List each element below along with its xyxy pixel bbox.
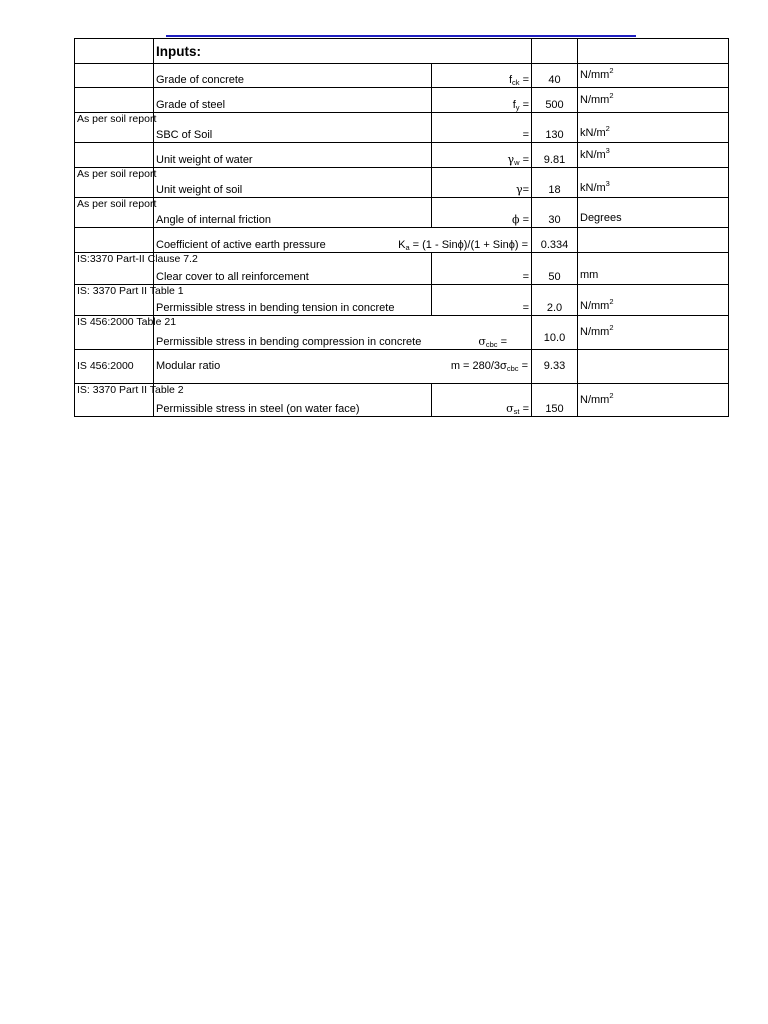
value-cell: 500 [532,88,578,113]
symbol-subscript: w [514,158,520,167]
formula-prefix: m = 280/3σ [450,360,507,372]
unit-main: mm [580,269,599,281]
unit-main: N/mm [580,69,610,81]
value-cell: 2.0 [532,285,578,316]
sigma-symbol: σ [478,335,486,348]
description-cell: Angle of internal friction [154,198,432,228]
symbol-cell [432,88,532,113]
table-row [75,253,729,285]
symbol-equals: = [519,214,529,226]
reference-cell: IS 456:2000 [75,350,154,384]
phi-symbol: ϕ [512,213,520,226]
symbol-equals: = [519,154,529,166]
formula-tail: = [497,336,507,348]
description-cell [154,228,532,253]
table-row [75,168,729,198]
symbol-cell [432,384,532,417]
value-cell: 10.0 [532,316,578,350]
description-cell: Grade of steel [154,88,432,113]
unit-superscript: 2 [609,90,614,100]
unit-cell [578,168,729,198]
description-cell [154,316,532,350]
description-cell: Permissible stress in steel (on water face) [154,384,432,417]
symbol-subscript: y [515,103,520,112]
formula-text [451,360,529,373]
header-ref-cell [75,39,154,64]
unit-cell [578,143,729,168]
inputs-title: Inputs: [154,39,532,64]
unit-main: kN/m [580,148,606,161]
unit-cell [578,350,729,384]
inputs-table [74,38,729,417]
table-row [75,228,729,253]
symbol-equals: = [519,99,529,111]
value-cell: 40 [532,64,578,88]
reference-cell [75,143,154,168]
formula-main: K [398,239,406,251]
table-row [75,64,729,88]
value-cell: 0.334 [532,228,578,253]
unit-cell [578,228,729,253]
symbol-subscript: ck [512,78,520,87]
reference-cell [75,228,154,253]
unit-superscript: 2 [609,390,614,400]
symbol-equals: = [519,74,529,86]
formula-subscript: cbc [485,340,498,349]
reference-cell: IS:3370 Part-II Clause 7.2 [75,253,154,285]
unit-main: kN/m [580,127,606,139]
unit-cell [578,384,729,417]
description-cell: Clear cover to all reinforcement [154,253,432,285]
unit-cell [578,64,729,88]
unit-superscript: 2 [609,297,614,306]
table-row [75,143,729,168]
symbol-equals: = [522,271,529,283]
value-cell: 18 [532,168,578,198]
unit-cell [578,113,729,143]
formula-subscript: a [405,243,410,252]
table-header-row [75,39,729,64]
header-value-cell [532,39,578,64]
description-text: Modular ratio [156,360,221,372]
value-cell: 150 [532,384,578,417]
symbol-main: f [512,99,516,111]
table-row [75,350,729,384]
formula-tail: = (1 - Sinϕ)/(1 + Sinϕ) = [409,239,528,251]
description-text: Permissible stress in bending compression in concrete [156,336,422,348]
description-cell [154,350,532,384]
symbol-equals: = [522,184,529,196]
header-unit-cell [578,39,729,64]
symbol-equals: = [522,302,529,314]
value-cell: 9.81 [532,143,578,168]
reference-cell: As per soil report [75,168,154,198]
sigma-symbol: σ [506,402,514,415]
symbol-cell [432,253,532,285]
description-cell: Grade of concrete [154,64,432,88]
value-cell: 50 [532,253,578,285]
reference-cell: As per soil report [75,113,154,143]
unit-superscript: 2 [609,66,614,75]
unit-main: N/mm [580,93,610,106]
unit-cell [578,88,729,113]
unit-cell [578,198,729,228]
symbol-subscript: st [513,407,520,416]
formula-text [398,239,529,252]
gamma-symbol: γ [507,153,515,166]
description-cell: Unit weight of water [154,143,432,168]
reference-cell: IS: 3370 Part II Table 2 [75,384,154,417]
unit-main: Degrees [580,212,622,224]
top-rule [166,35,636,37]
table-row [75,198,729,228]
unit-superscript: 3 [605,179,610,188]
formula-tail: = [518,360,528,372]
unit-cell [578,253,729,285]
value-cell: 130 [532,113,578,143]
reference-cell: IS 456:2000 Table 21 [75,316,154,350]
unit-main: kN/m [580,182,606,194]
unit-superscript: 2 [609,323,614,332]
symbol-equals: = [519,403,529,415]
reference-cell: As per soil report [75,198,154,228]
reference-cell [75,64,154,88]
value-cell: 9.33 [532,350,578,384]
symbol-equals: = [522,129,529,141]
symbol-cell [432,285,532,316]
unit-cell [578,285,729,316]
symbol-cell [432,64,532,88]
symbol-cell [432,113,532,143]
description-text: Coefficient of active earth pressure [156,239,326,251]
description-cell: Permissible stress in bending tension in concrete [154,285,432,316]
value-cell: 30 [532,198,578,228]
formula-text [478,335,529,349]
symbol-cell [432,143,532,168]
table-row [75,316,729,350]
unit-main: N/mm [580,393,610,406]
table-row [75,285,729,316]
table-row [75,384,729,417]
reference-cell [75,88,154,113]
table-row [75,88,729,113]
formula-subscript: cbc [506,364,519,373]
description-cell: Unit weight of soil [154,168,432,198]
table-row [75,113,729,143]
gamma-symbol: γ [515,183,523,196]
symbol-cell [432,168,532,198]
unit-superscript: 2 [605,124,610,133]
unit-cell [578,316,729,350]
unit-main: N/mm [580,326,610,338]
unit-superscript: 3 [605,145,610,155]
description-cell: SBC of Soil [154,113,432,143]
unit-main: N/mm [580,300,610,312]
symbol-main: f [508,74,513,86]
symbol-cell [432,198,532,228]
reference-cell: IS: 3370 Part II Table 1 [75,285,154,316]
